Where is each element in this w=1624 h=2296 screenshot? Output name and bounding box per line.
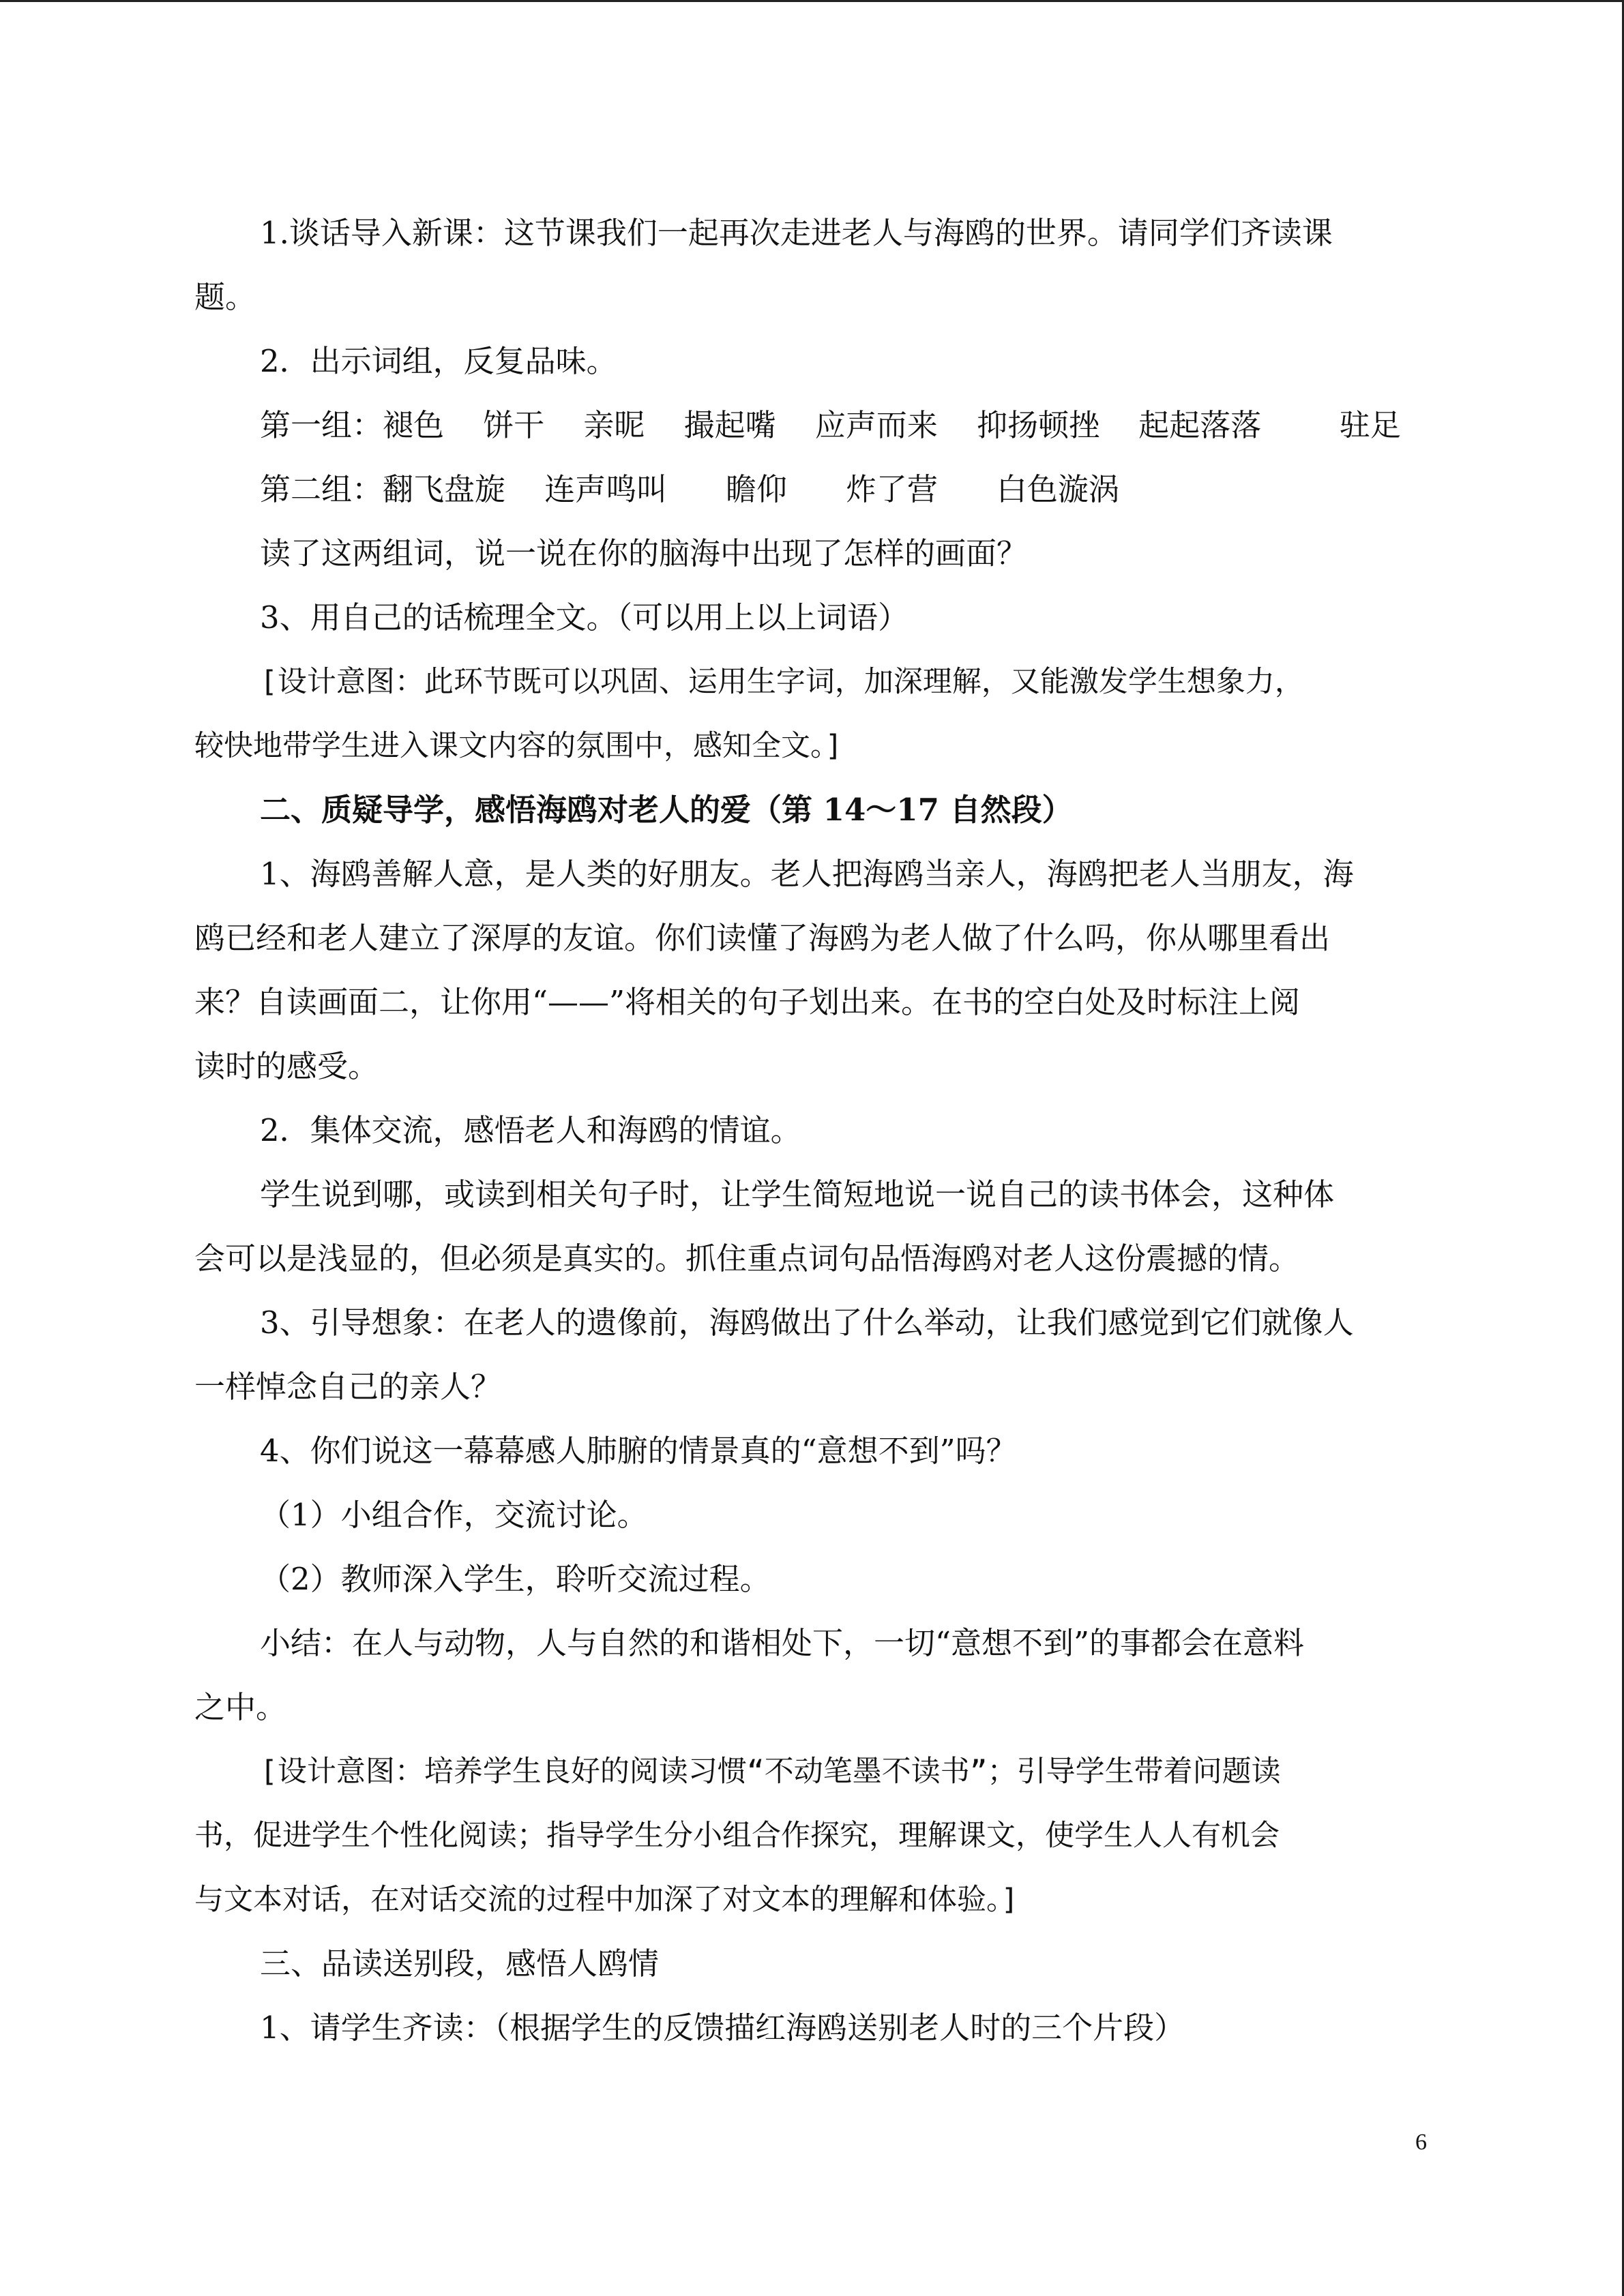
paragraph-line: 读时的感受。 [194,1048,379,1084]
design-intent-line: [设计意图：此环节既可以巩固、运用生字词，加深理解，又能激发学生想象力， [260,665,1304,699]
paragraph-line: 4、你们说这一幕幕感人肺腑的情景真的“意想不到”吗？ [260,1433,1017,1469]
design-intent-line: [设计意图：培养学生良好的阅读习惯“不动笔墨不读书”；引导学生带着问题读 [260,1755,1281,1789]
design-intent-line: 与文本对话，在对话交流的过程中加深了对文本的理解和体验。] [194,1883,1019,1917]
paragraph-line: 题。 [194,279,256,315]
paragraph-line: （2）教师深入学生，聆听交流过程。 [260,1561,771,1597]
paragraph-line: 3、引导想象：在老人的遗像前，海鸥做出了什么举动，让我们感觉到它们就像人 [260,1304,1354,1341]
paragraph-line: 2．出示词组，反复品味。 [260,343,617,379]
word-group-line: 第一组：褪色 饼干 亲昵 撮起嘴 应声而来 抑扬顿挫 起起落落 驻足 [260,407,1401,443]
document-body [194,201,1426,2060]
section-heading: 三、品读送别段，感悟人鸥情 [260,1945,660,1982]
paragraph-line: 之中。 [194,1689,287,1725]
paragraph-line: 来？自读画面二，让你用“——”将相关的句子划出来。在书的空白处及时标注上阅 [194,984,1301,1020]
section-heading: 二、质疑导学，感悟海鸥对老人的爱（第 14～17 自然段） [260,792,1073,828]
paragraph-line: 3、用自己的话梳理全文。（可以用上以上词语） [260,599,909,636]
paragraph-line: 1.谈话导入新课：这节课我们一起再次走进老人与海鸥的世界。请同学们齐读课 [260,215,1333,251]
paragraph-line: 鸥已经和老人建立了深厚的友谊。你们读懂了海鸥为老人做了什么吗，你从哪里看出 [194,920,1331,956]
design-intent-line: 书，促进学生个性化阅读；指导学生分小组合作探究，理解课文，使学生人人有机会 [194,1819,1280,1853]
paragraph-line: 读了这两组词，说一说在你的脑海中出现了怎样的画面？ [260,535,1028,571]
paragraph-line: 一样悼念自己的亲人？ [194,1369,502,1405]
paragraph-line: 会可以是浅显的，但必须是真实的。抓住重点词句品悟海鸥对老人这份震撼的情。 [194,1240,1300,1277]
page-top-border [0,0,1624,2]
design-intent-line: 较快地带学生进入课文内容的氛围中，感知全文。] [194,729,843,763]
page-number: 6 [1415,2130,1427,2155]
paragraph-line: 2．集体交流，感悟老人和海鸥的情谊。 [260,1112,801,1148]
paragraph-line: （1）小组合作，交流讨论。 [260,1497,648,1533]
paragraph-line: 1、请学生齐读：（根据学生的反馈描红海鸥送别老人时的三个片段） [260,2010,1185,2046]
word-group-line: 第二组：翻飞盘旋 连声鸣叫 瞻仰 炸了营 白色漩涡 [260,471,1119,507]
paragraph-line: 小结：在人与动物，人与自然的和谐相处下，一切“意想不到”的事都会在意料 [260,1625,1305,1661]
paragraph-line: 1、海鸥善解人意，是人类的好朋友。老人把海鸥当亲人，海鸥把老人当朋友，海 [260,856,1354,892]
paragraph-line: 学生说到哪，或读到相关句子时，让学生简短地说一说自己的读书体会，这种体 [260,1176,1335,1212]
